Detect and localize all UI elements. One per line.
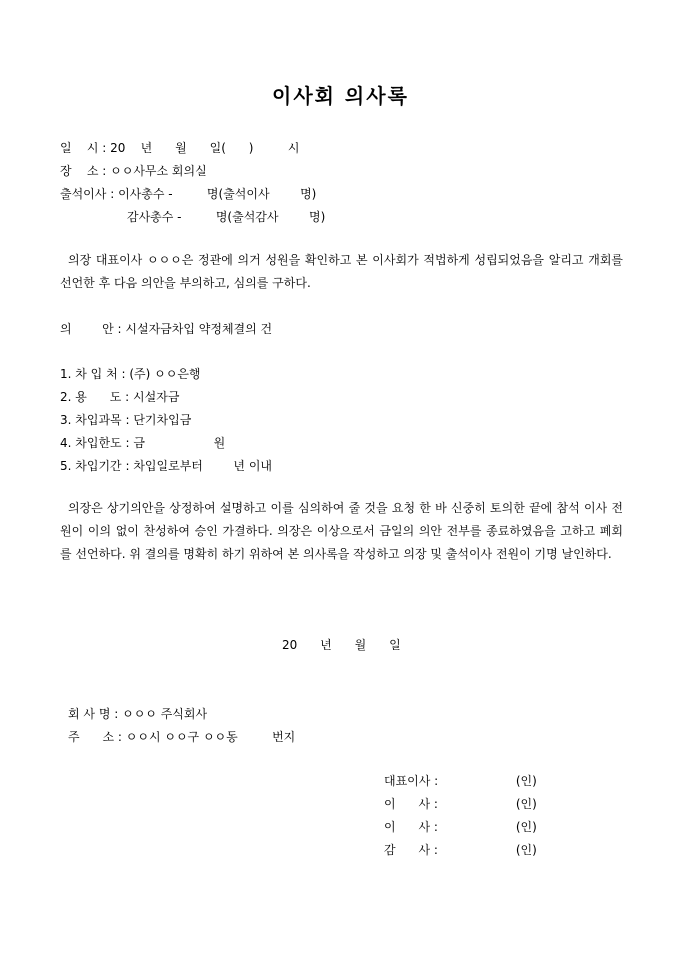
company-name-label: 회 사 명 bbox=[68, 707, 111, 721]
signature-seal: (인) bbox=[515, 774, 537, 788]
signature-director-1 bbox=[384, 796, 537, 812]
item-value: 시설자금 bbox=[133, 390, 180, 404]
item-label: 2. 용 도 bbox=[60, 390, 122, 404]
item-value: 단기차입금 bbox=[133, 413, 192, 427]
signature-seal: (인) bbox=[515, 820, 537, 834]
item-purpose bbox=[60, 389, 179, 405]
agenda-line bbox=[60, 321, 272, 337]
place-value: ㅇㅇ사무소 회의실 bbox=[110, 164, 207, 178]
place-line bbox=[60, 163, 207, 179]
item-label: 3. 차입과목 bbox=[60, 413, 122, 427]
company-address-label: 주 소 bbox=[68, 730, 115, 744]
date-label: 일 시 bbox=[60, 141, 99, 155]
item-sep: : bbox=[121, 367, 126, 381]
company-address-line bbox=[68, 729, 295, 745]
signature-role: 이 사 : bbox=[384, 797, 438, 811]
company-name-line bbox=[68, 706, 207, 722]
item-sep: : bbox=[125, 390, 130, 404]
agenda-label: 의 안 bbox=[60, 322, 114, 336]
item-sep: : bbox=[125, 436, 130, 450]
intro-paragraph bbox=[60, 249, 623, 295]
place-sep: : bbox=[102, 164, 107, 178]
agenda-value: 시설자금차입 약정체결의 건 bbox=[125, 322, 273, 336]
attend-sep: : bbox=[110, 187, 115, 201]
signature-seal: (인) bbox=[515, 797, 537, 811]
signature-seal: (인) bbox=[515, 843, 537, 857]
signature-role: 대표이사 : bbox=[384, 774, 439, 788]
closing-paragraph bbox=[60, 497, 623, 566]
item-value: (주) ㅇㅇ은행 bbox=[129, 367, 201, 381]
item-value: 차입일로부터 년 이내 bbox=[133, 459, 273, 473]
signature-director-2 bbox=[384, 819, 537, 835]
item-account bbox=[60, 412, 191, 428]
item-label: 1. 차 입 처 bbox=[60, 367, 118, 381]
attend-directors-line bbox=[60, 186, 316, 202]
agenda-sep: : bbox=[117, 322, 122, 336]
place-label: 장 소 bbox=[60, 164, 99, 178]
closing-text: 의장은 상기의안을 상정하여 설명하고 이를 심의하여 줄 것을 요청 한 바 신중히 토의한 끝에 참석 이사 전원이 이의 없이 찬성하여 승인 가결하다. 의장은 이상으로서 금일의 의안 전부를 종료하였음을 고하고 폐회를 선언하다. 위 결의를 명확히 하기 위하여 본 의사록을 작성하고 의장 및 출석이사 전원이 기명 날인하다. bbox=[60, 501, 623, 561]
attend-label: 출석이사 bbox=[60, 187, 107, 201]
item-sep: : bbox=[125, 413, 130, 427]
date-footer: 20 년 월 일 bbox=[282, 638, 401, 652]
attend-auditors-line bbox=[127, 209, 325, 225]
company-name-sep: : bbox=[114, 707, 119, 721]
attend-auditors-value: 감사총수 - 명(출석감사 명) bbox=[127, 210, 326, 224]
company-address-value: ㅇㅇ시 ㅇㅇ구 ㅇㅇ동 번지 bbox=[125, 730, 296, 744]
intro-text: 의장 대표이사 ㅇㅇㅇ은 정관에 의거 성원을 확인하고 본 이사회가 적법하게 성립되었음을 알리고 개회를 선언한 후 다음 의안을 부의하고, 심의를 구하다. bbox=[60, 253, 623, 290]
item-value: 금 원 bbox=[133, 436, 226, 450]
item-label: 4. 차입한도 bbox=[60, 436, 122, 450]
attend-directors-value: 이사총수 - 명(출석이사 명) bbox=[118, 187, 317, 201]
signature-ceo bbox=[384, 773, 537, 789]
item-period bbox=[60, 458, 272, 474]
company-address-sep: : bbox=[117, 730, 122, 744]
item-lender bbox=[60, 366, 201, 382]
item-limit bbox=[60, 435, 225, 451]
item-sep: : bbox=[125, 459, 130, 473]
signature-auditor bbox=[384, 842, 537, 858]
date-sep: : bbox=[102, 141, 107, 155]
date-line bbox=[60, 140, 299, 156]
company-name-value: ㅇㅇㅇ 주식회사 bbox=[122, 707, 208, 721]
signature-role: 이 사 : bbox=[384, 820, 438, 834]
signature-role: 감 사 : bbox=[384, 843, 438, 857]
document-title: 이사회 의사록 bbox=[272, 84, 409, 108]
item-label: 5. 차입기간 bbox=[60, 459, 122, 473]
date-value: 20 년 월 일( ) 시 bbox=[110, 141, 300, 155]
